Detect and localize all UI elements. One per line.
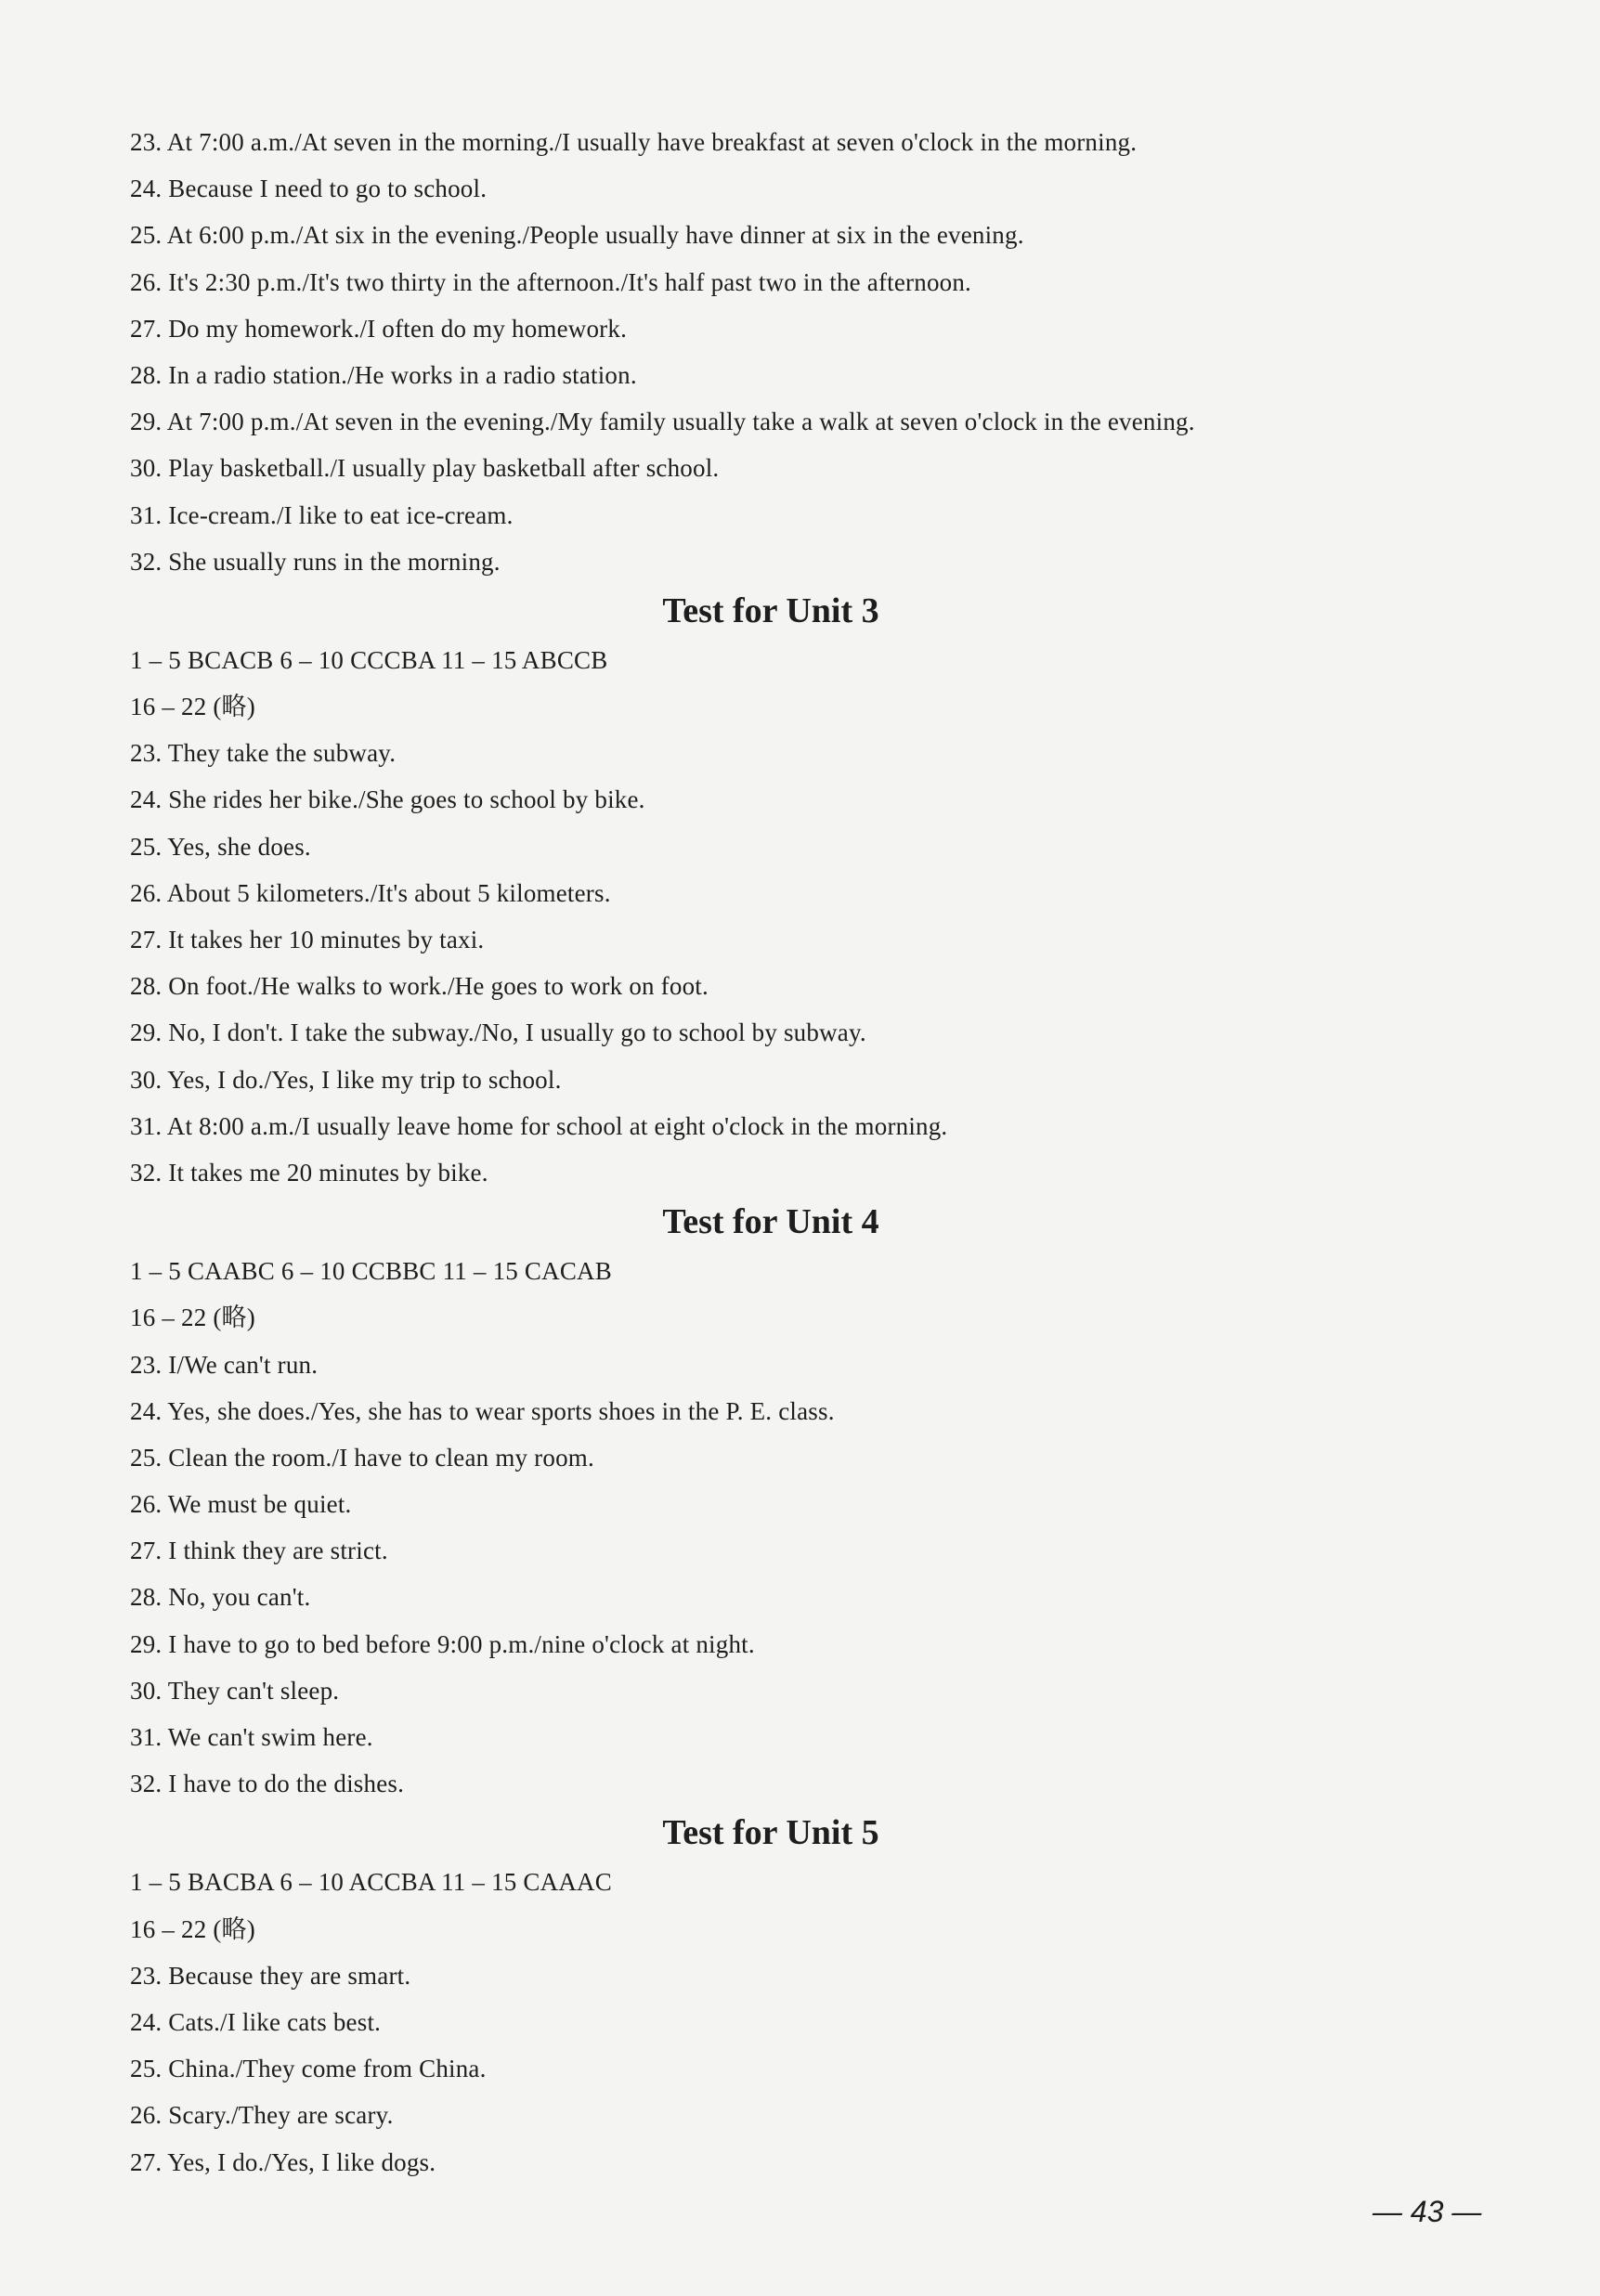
answer-line: 16 – 22 (略) — [130, 1914, 255, 1943]
answer-line: 25. Clean the room./I have to clean my room. — [130, 1443, 594, 1472]
answer-line: 26. It's 2:30 p.m./It's two thirty in the afternoon./It's half past two in the afternoon. — [130, 267, 971, 296]
answer-line: 24. Cats./I like cats best. — [130, 2007, 382, 2036]
answer-line: 23. At 7:00 a.m./At seven in the morning./I usually have breakfast at seven o'clock in the morning. — [130, 128, 1138, 156]
answer-line: 32. It takes me 20 minutes by bike. — [130, 1158, 488, 1187]
answer-line: 30. Play basketball./I usually play basketball after school. — [130, 454, 720, 483]
page-content — [130, 119, 1449, 2186]
answer-line: 29. At 7:00 p.m./At seven in the evening./My family usually take a walk at seven o'clock in the evening. — [130, 408, 1195, 436]
answer-line: 28. On foot./He walks to work./He goes to work on foot. — [130, 972, 709, 1001]
answer-line: 29. I have to go to bed before 9:00 p.m./nine o'clock at night. — [130, 1629, 755, 1658]
answer-line: 28. In a radio station./He works in a radio station. — [130, 360, 637, 389]
answer-line: 1 – 5 BACBA 6 – 10 ACCBA 11 – 15 CAAAC — [130, 1868, 612, 1897]
answer-line: 26. Scary./They are scary. — [130, 2101, 394, 2130]
unit5-heading: Test for Unit 5 — [662, 1813, 879, 1853]
unit3-heading: Test for Unit 3 — [662, 590, 879, 630]
answer-line: 26. We must be quiet. — [130, 1490, 352, 1519]
unit5-section — [130, 1807, 1449, 2185]
answer-line: 27. It takes her 10 minutes by taxi. — [130, 926, 485, 953]
answer-line: 1 – 5 BCACB 6 – 10 CCCBA 11 – 15 ABCCB — [130, 645, 608, 674]
answer-line: 24. She rides her bike./She goes to school by bike. — [130, 785, 645, 814]
answer-line: 23. I/We can't run. — [130, 1350, 319, 1379]
answer-line: 24. Yes, she does./Yes, she has to wear sports shoes in the P. E. class. — [130, 1396, 835, 1425]
answer-line: 28. No, you can't. — [130, 1583, 311, 1612]
answer-line: 30. They can't sleep. — [130, 1676, 340, 1705]
unit3-section — [130, 585, 1449, 1196]
answer-line: 25. China./They come from China. — [130, 2055, 487, 2083]
answer-line: 29. No, I don't. I take the subway./No, I usually go to school by subway. — [130, 1018, 866, 1047]
page-number: — 43 — — [1372, 2195, 1482, 2228]
answer-line: 16 – 22 (略) — [130, 693, 255, 721]
answer-line: 32. She usually runs in the morning. — [130, 547, 501, 576]
answer-line: 27. Yes, I do./Yes, I like dogs. — [130, 2147, 436, 2176]
answer-line: 1 – 5 CAABC 6 – 10 CCBBC 11 – 15 CACAB — [130, 1257, 612, 1286]
answer-line: 24. Because I need to go to school. — [130, 175, 488, 203]
answer-line: 32. I have to do the dishes. — [130, 1770, 405, 1798]
unit4-heading: Test for Unit 4 — [662, 1202, 879, 1242]
unit2-answers-tail — [130, 119, 1449, 585]
answer-line: 23. Because they are smart. — [130, 1961, 411, 1990]
answer-line: 27. Do my homework./I often do my homework. — [130, 314, 628, 343]
answer-line: 31. We can't swim here. — [130, 1723, 373, 1751]
answer-line: 25. At 6:00 p.m./At six in the evening./People usually have dinner at six in the evening. — [130, 221, 1024, 250]
unit4-section — [130, 1196, 1449, 1807]
answer-line: 30. Yes, I do./Yes, I like my trip to school. — [130, 1065, 562, 1094]
answer-line: 16 – 22 (略) — [130, 1304, 255, 1332]
answer-line: 27. I think they are strict. — [130, 1537, 388, 1565]
answer-line: 31. At 8:00 a.m./I usually leave home for school at eight o'clock in the morning. — [130, 1111, 948, 1140]
answer-line: 26. About 5 kilometers./It's about 5 kilometers. — [130, 878, 611, 907]
answer-line: 25. Yes, she does. — [130, 832, 311, 861]
answer-line: 31. Ice-cream./I like to eat ice-cream. — [130, 500, 514, 529]
answer-line: 23. They take the subway. — [130, 739, 397, 768]
